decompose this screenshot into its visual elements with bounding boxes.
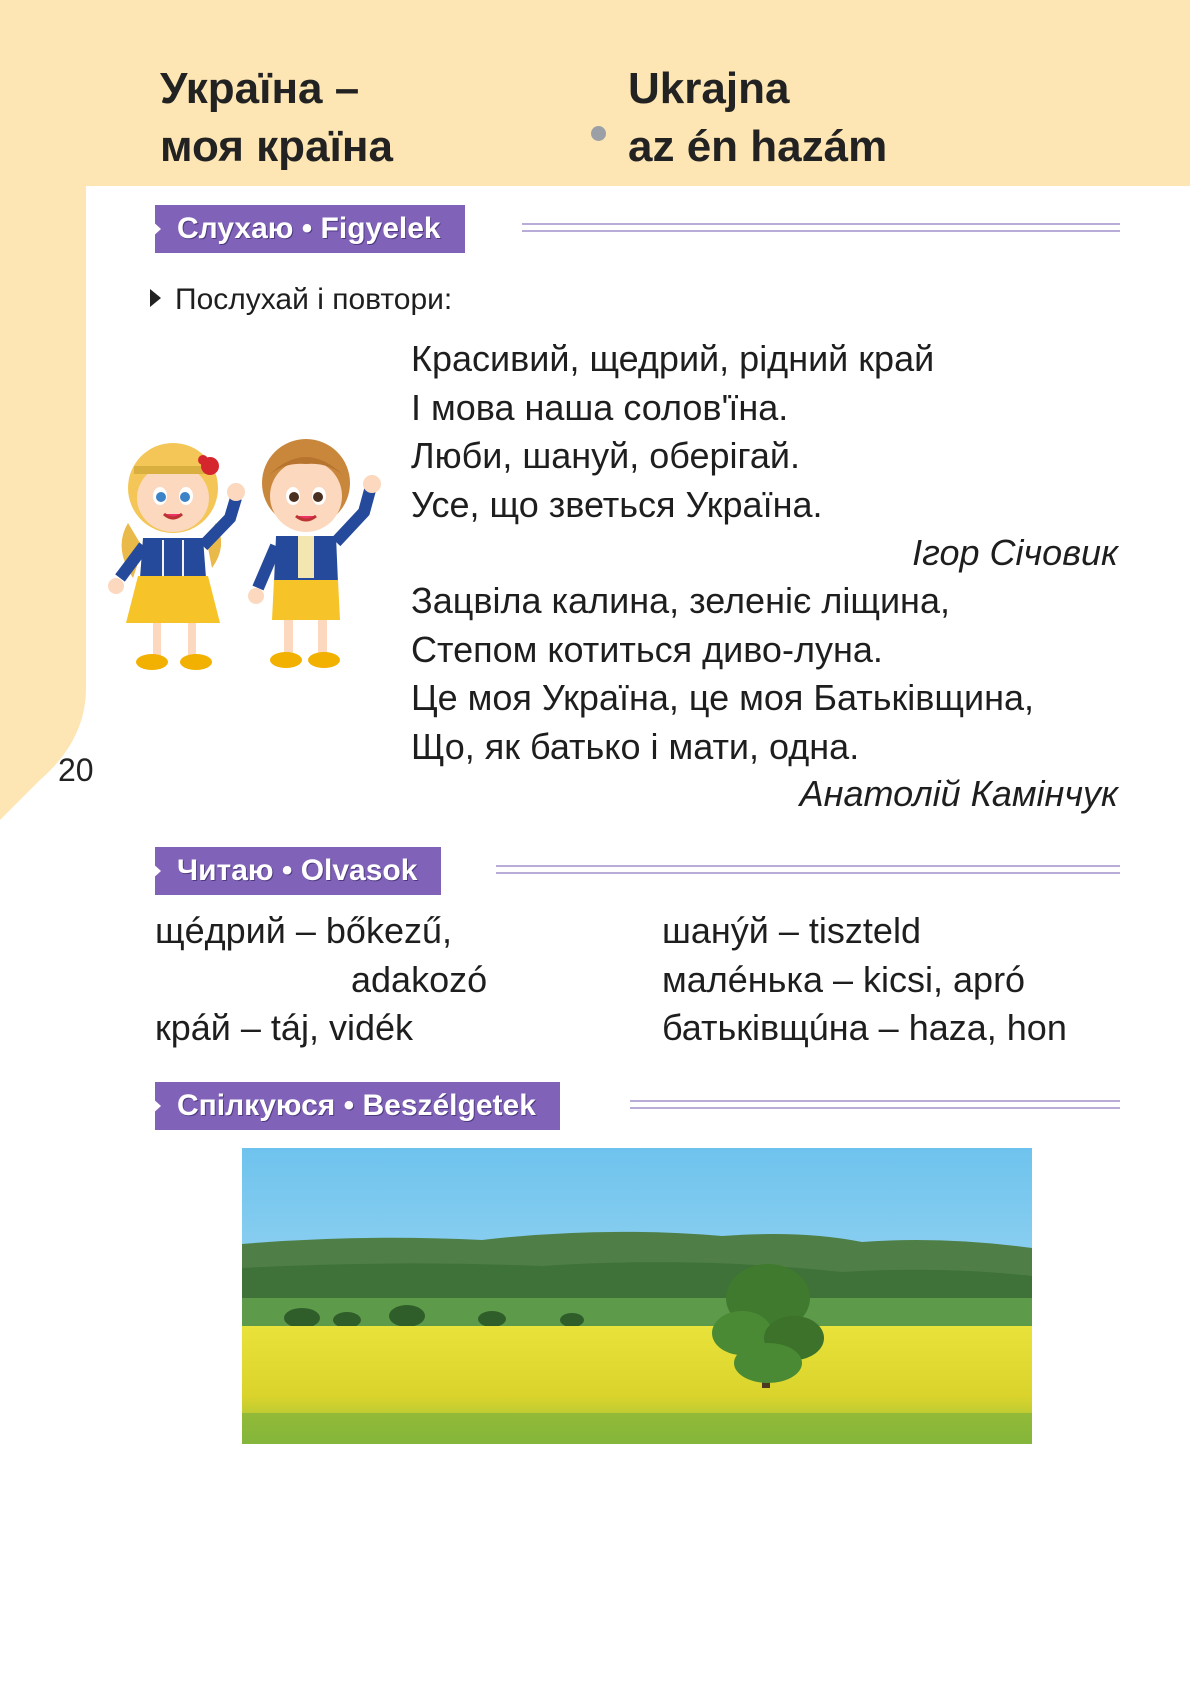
page-title-ukrainian: Україна – моя країна bbox=[160, 64, 393, 171]
vocabulary-entry: щéдрий – bőkezű, bbox=[155, 910, 452, 951]
girl-figure-icon bbox=[108, 443, 245, 670]
page-number: 20 bbox=[58, 752, 94, 788]
section-divider-lines bbox=[522, 223, 1120, 235]
poem-line: Зацвіла калина, зеленіє ліщина, bbox=[411, 580, 950, 621]
vocabulary-entry: батьківщúна – haza, hon bbox=[662, 1007, 1067, 1048]
section-arrow-icon bbox=[150, 1096, 161, 1116]
poem-line: Красивий, щедрий, рідний край bbox=[411, 338, 935, 379]
instruction bbox=[150, 280, 452, 320]
vocabulary-right-column bbox=[662, 907, 1067, 1053]
vocabulary-entry: adakozó bbox=[351, 958, 488, 1000]
poem-line: Степом котиться диво-луна. bbox=[411, 628, 883, 670]
children-illustration bbox=[108, 428, 394, 690]
vocabulary-entry: шанýй – tiszteld bbox=[662, 910, 921, 951]
section-header-talk bbox=[150, 1082, 1120, 1130]
section-arrow-icon bbox=[150, 861, 161, 881]
poem-line: Усе, що зветься Україна. bbox=[411, 483, 823, 525]
poem-line: Що, як батько і мати, одна. bbox=[411, 725, 860, 767]
page-title-hungarian: Ukrajna az én hazám bbox=[628, 64, 888, 171]
boy-figure-icon bbox=[248, 439, 381, 668]
triangle-bullet-icon bbox=[150, 289, 161, 307]
poem-line: Це моя Україна, це моя Батьківщина, bbox=[411, 677, 1034, 718]
section-divider-lines bbox=[630, 1100, 1120, 1112]
poem-1 bbox=[411, 335, 934, 529]
side-tab-decoration bbox=[0, 0, 88, 820]
poem-2 bbox=[411, 577, 1034, 771]
section-header-listen bbox=[150, 205, 1120, 253]
section-arrow-icon bbox=[150, 219, 161, 239]
landscape-photo bbox=[242, 1148, 1032, 1444]
title-separator-dot bbox=[591, 126, 606, 141]
poem-line: І мова наша солов'їна. bbox=[411, 386, 789, 428]
section-label-listen: Слухаю • Figyelek bbox=[155, 205, 465, 253]
poem-1-author: Ігор Січовик bbox=[912, 532, 1118, 573]
vocabulary-entry: крáй – táj, vidék bbox=[155, 1007, 413, 1048]
section-header-read bbox=[150, 847, 1120, 895]
section-label-read: Читаю • Olvasok bbox=[155, 847, 441, 895]
vocabulary-left-column bbox=[155, 907, 487, 1053]
instruction-text: Послухай і повтори: bbox=[175, 283, 453, 316]
poem-2-author: Анатолій Камінчук bbox=[799, 773, 1118, 814]
vocabulary-entry: малéнька – kicsi, apró bbox=[662, 958, 1026, 1000]
poem-line: Люби, шануй, оберігай. bbox=[411, 435, 801, 476]
section-label-talk: Спілкуюся • Beszélgetek bbox=[155, 1082, 560, 1130]
section-divider-lines bbox=[496, 865, 1120, 877]
